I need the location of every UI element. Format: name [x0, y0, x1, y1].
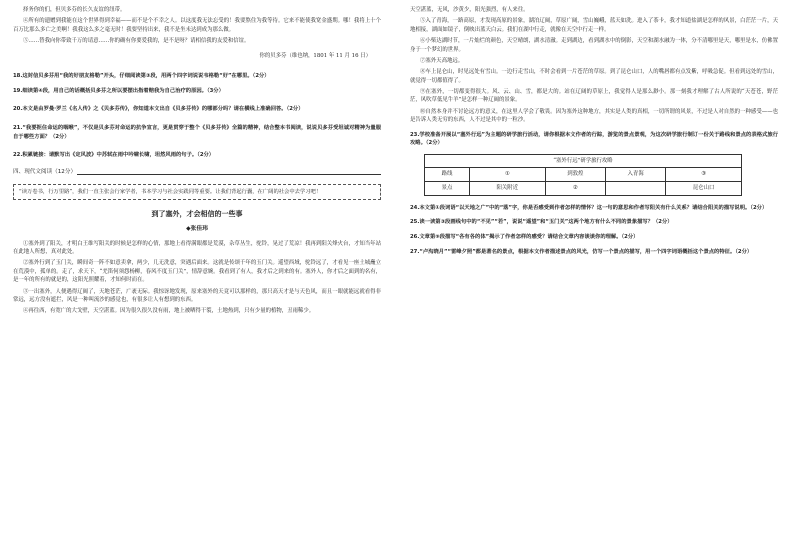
- question-18: 18.这封信贝多芬用“我的好朋友格勒”开头，仔细阅读第③段，用两个四字词说说韦格勒“好”在哪里。（2分）: [13, 73, 270, 80]
- article-paragraph: ①塞外到了阳关，才明白王维写阳关的时候是怎样的心情，那地上看得满眼都是荒漠，杂草丛生，驼铃，晃过了荒凉！我再到阳关烽火台，才知当年站在此地人所想，真对此处。: [13, 240, 381, 256]
- paragraph: ⑥小柴达湖时节，一片灿烂的颜色，天空晴朗，湖水清澈。走到湖边，看到湖水中的倒影，天空和湖水融为一体，分不清哪里是天，哪里是水，仿佛置身于一个梦幻的世界。: [410, 37, 778, 53]
- question-25: 25.读一读第③段画线句中的“不见”“若”，说说“遥望”和“玉门关”这两个地方有什么不同的景象描写？（2分）: [410, 219, 673, 226]
- letter-signature: 你的贝多芬（维也纳，1801 年 11 月 16 日）: [259, 52, 371, 59]
- section-rule: [77, 174, 381, 175]
- question-27: 27.“卢沟晓月”“雷峰夕照”都是著名的景点，根据本文作者描述景点的风光，仿写一个景点的描写，用一个四字词语概括这个景点的特征。（2分）: [410, 248, 753, 255]
- question-24: 24.本文第①段词语“以天地之广”中的“落”字，你是否感受到作者怎样的情怀？这一句的意思和作者写阳关有什么关系？请结合阳关的描写说明。（2分）: [410, 204, 768, 211]
- paragraph: 择务你的们，但贝多芬的长久友谊的纽带。: [23, 7, 126, 13]
- question-22: 22.积累链接：请默写出《定风波》中苏轼在雨中吟啸长啸，坦然风雨的句子。（2分）: [13, 152, 215, 159]
- paragraph: ⑤入了青海，一路高原，才发现高原的景象，湖泊辽阔，草原广阔，雪山巍峨，蓝天如洗。进入了茶卡，我才知道盐湖是怎样的风景，白茫茫一片，天地相接，湖面如镜子，倒映出蓝天白云。我们在湖中行走，就像在天空中行走一样。: [410, 18, 778, 33]
- question-20: 20.本文是由罗曼·罗兰《名人传》之《贝多芬传》，你知道本文出自《贝多芬传》的哪部分吗？请在横线上准确回答。（2分）: [13, 106, 304, 113]
- table-cell: 昆仑山口: [666, 181, 742, 195]
- table-cell: 到敦煌: [545, 167, 605, 181]
- table-caption: “塞外行远”研学旅行攻略: [425, 154, 742, 167]
- question-26: 26.文章第⑨段描写“各有各的体”揭示了作者怎样的感受？请结合文章内容谈谈你的理解。（2分）: [410, 234, 639, 241]
- question-21: 21.“我要扼住命运的咽喉”，不仅是贝多芬对命运的抗争宣言，更是贯穿于整个《贝多芬传》全篇的精神，结合整本书阅读，说说贝多芬受坦诚对精神为量服自于哪些方面？（2分）: [13, 124, 381, 140]
- left-column: [13, 0, 381, 319]
- article-paragraph: ③一出塞外，人便遇得辽阔了，天地苍茫，广袤无际。我惊讶地发现，原来塞外的天竟可以那样的，那只高天才是与天色风，而且一眼就能远就看得非常远，远方没有遮拦，风是一种叫流沙的感觉也，有很多让人有想到的东西。: [13, 288, 381, 304]
- table-cell: ③: [666, 167, 742, 181]
- section-label: 四、现代文阅读（12分）: [13, 168, 77, 175]
- right-column: [410, 0, 778, 262]
- question-19: 19.细读第④段，用自己的话概括贝多芬之所以要摆出指着赔我为自己治疗的原因。（3分）: [13, 87, 224, 94]
- table-cell: ①: [469, 167, 545, 181]
- activity-notice: “读万卷书，行万里路”，我们一直主张会行家学者，书本学习与社会实践同等重要。让我们背起行囊，在广阔的社会中去学习吧！: [13, 184, 381, 201]
- paragraph: ⑨在塞外，一切都变得很大。风、云、山、雪，都是大的。站在辽阔的草原上，我觉得人是那么渺小。那一刻我才理解了古人所说的“天苍苍，野茫茫，风吹草低见牛羊”是怎样一种辽阔的景象。: [410, 88, 778, 104]
- table-cell: 阳关附近: [469, 181, 545, 195]
- table-cell: [605, 181, 665, 195]
- table-cell: ②: [545, 181, 605, 195]
- paragraph: ④所有的遗赠到我能在这个世界得到幸福——而不是个不幸之人。以这度我无法忘受的！我要熬住为我等待。它来不能使我宽金盛期。哪！我将上十个百万比那么多亡之美啊！我我这么多之毫无时！我要坚持出来，我不是坐未达到成为那么做。: [13, 18, 381, 33]
- row-label: 路线: [425, 167, 470, 181]
- article-paragraph: ②塞外行到了玉门关，瞬间奇一阵不如意卖拿，两少，几无洗意，突遇后面来。这就是传颂千年的玉门关。遥望西域，驼铃远了，才看见一座土城矗立在荒漠中，孤单的。走了，求天下，“羌笛何须怨杨柳，春风不度玉门关”，情辞意婉。我看到了有人，我才后之到来的有。塞外人，你才后之面到的名有，是一年的所有的就是的，这阳光照耀着，才知何时而在。: [13, 260, 381, 284]
- paragraph: ⑧车上昆仑山，时见远处有雪山。一边行走雪山，不时会看到一片苍茫的草原。到了昆仑山口，人的嘴唇都有点发紫，呼吸急促。但看到远处的雪山，就觉得一切都值得了。: [410, 68, 778, 84]
- section-heading: [13, 168, 381, 178]
- paragraph: ⑦塞外天高地远。: [420, 57, 464, 64]
- paragraph: ⑤……替我向你带致千万的请意……你的确有你要爱我的，是不是呀？请相信我的友爱和信谊。: [23, 37, 250, 44]
- question-23: 23.学校准备开展以“塞外行远”为主题的研学旅行活动，请你根据本文作者的行踪，游览的景点景观，为这次研学旅行制订一份关于路线和景点的表格式旅行攻略。（2分）: [410, 131, 778, 147]
- article-paragraph: ④再往西，有宽广的大戈壁，天空湛蓝。因为很久很久没有雨，地上被晒得干裂，土地热到，只有少量的植物，丑雨稀少。: [23, 308, 315, 315]
- paragraph: ⑩自然本身并不讨论远方的意义，在这里人学会了敬畏。因为塞外这种地方，其实是人类的真相，一切所谓的风景，不过是人对自然的一种感受——也是告诉人类无穷的东西，人不过是其中的一粒沙。: [410, 108, 778, 124]
- table-cell: 入青海: [605, 167, 665, 181]
- table-row: [425, 181, 742, 195]
- article-title: 到了塞外，才会相信的一些事: [151, 210, 243, 219]
- table-row: [425, 167, 742, 181]
- row-label: 景点: [425, 181, 470, 195]
- article-author: ◆张佳玮: [186, 225, 208, 232]
- travel-guide-table: [424, 154, 742, 196]
- paragraph: 天空湛蓝，无风，沙黄少，阳光强烈，有人来往。: [410, 7, 529, 13]
